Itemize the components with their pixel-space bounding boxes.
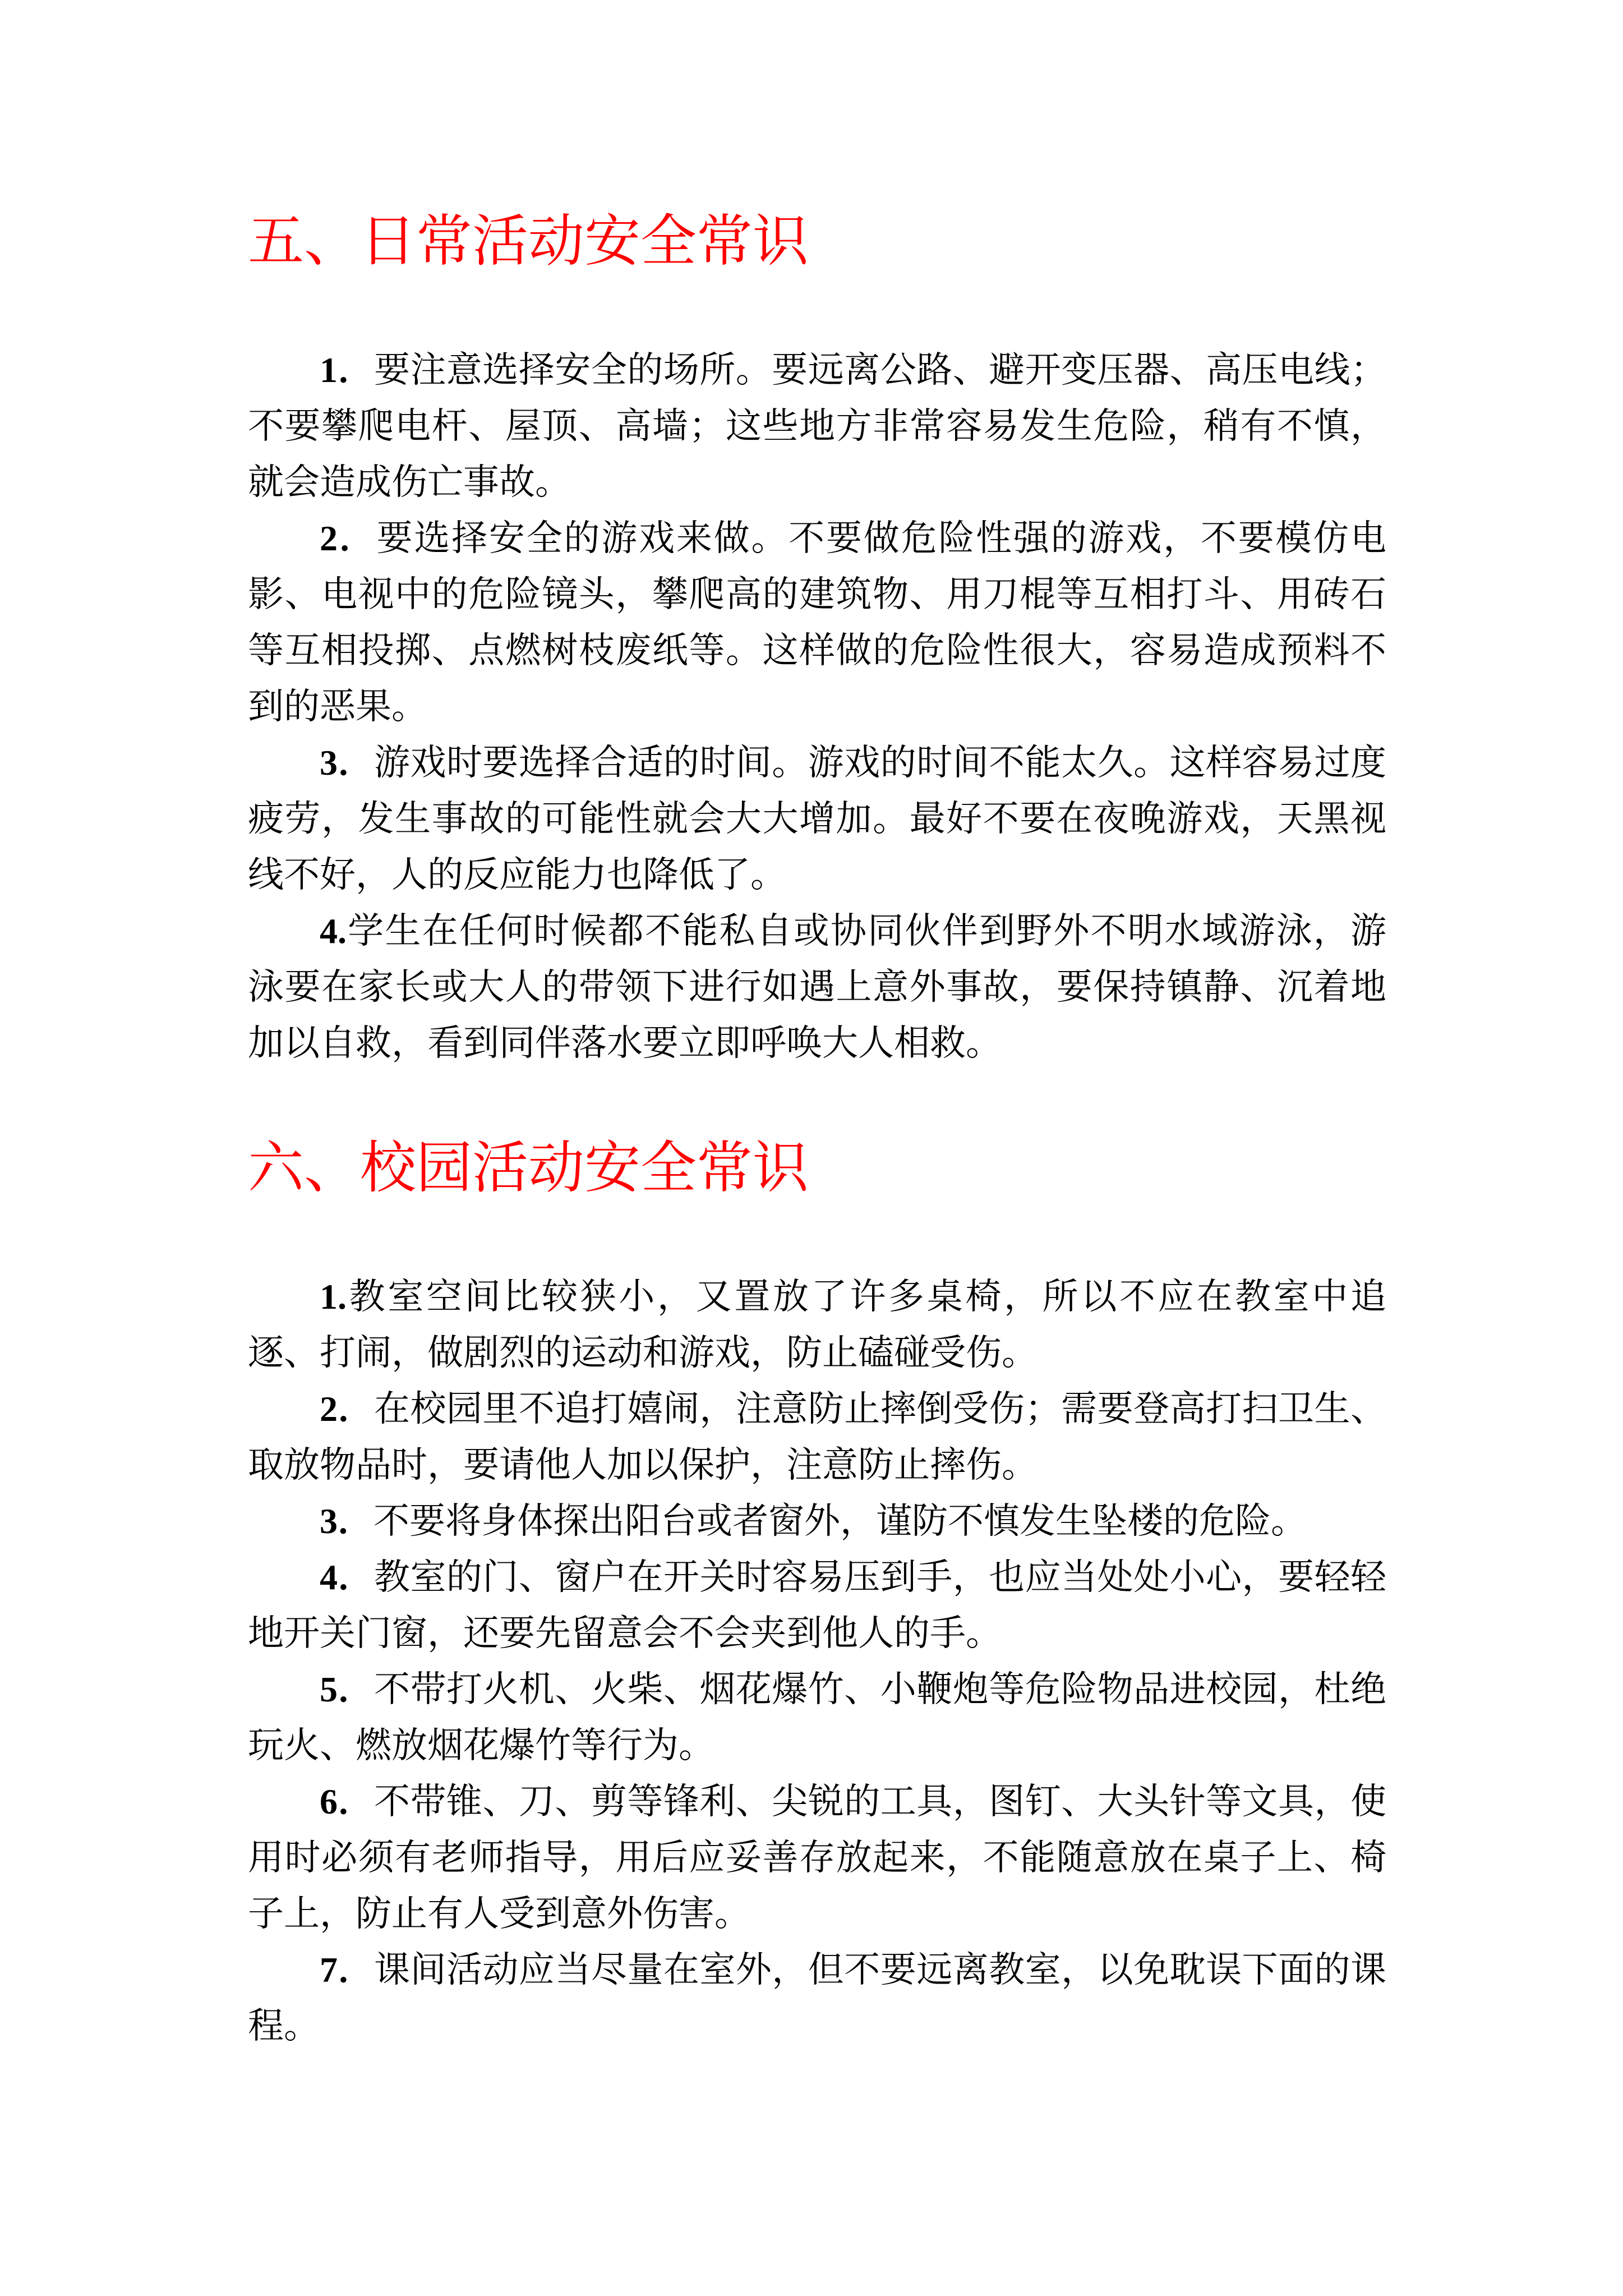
item-number: 5． <box>320 1669 374 1709</box>
item-text: 不带锥、刀、剪等锋利、尖锐的工具，图钉、大头针等文具，使用时必须有老师指导，用后应妥善存放起来，不能随意放在桌子上、椅子上，防止有人受到意外伤害。 <box>248 1781 1387 1935</box>
list-item <box>248 510 1386 735</box>
list-item <box>248 1662 1386 1774</box>
item-number: 1． <box>320 350 374 390</box>
item-text: 要选择安全的游戏来做。不要做危险性强的游戏，不要模仿电影、电视中的危险镜头，攀爬高的建筑物、用刀棍等互相打斗、用砖石等互相投掷、点燃树枝废纸等。这样做的危险性很大，容易造成预料不到的恶果。 <box>248 518 1387 728</box>
list-item <box>248 735 1386 903</box>
item-number: 2． <box>320 518 377 558</box>
item-text: 课间活动应当尽量在室外，但不要远离教室，以免耽误下面的课程。 <box>248 1949 1387 2047</box>
item-text: 游戏时要选择合适的时间。游戏的时间不能太久。这样容易过度疲劳，发生事故的可能性就会大大增加。最好不要在夜晚游戏，天黑视线不好，人的反应能力也降低了。 <box>248 742 1387 896</box>
list-item <box>248 1493 1386 1549</box>
list-item <box>248 1774 1386 1942</box>
item-number: 3． <box>320 743 374 783</box>
item-number: 3． <box>320 1501 374 1541</box>
section-title: 六、校园活动安全常识 <box>248 1135 809 1200</box>
item-text: 不要将身体探出阳台或者窗外，谨防不慎发生坠楼的危险。 <box>374 1501 1307 1542</box>
item-number: 1. <box>320 1277 347 1317</box>
list-item <box>248 903 1386 1071</box>
item-text: 不带打火机、火柴、烟花爆竹、小鞭炮等危险物品进校园，杜绝玩火、燃放烟花爆竹等行为。 <box>248 1669 1387 1766</box>
section-title: 五、日常活动安全常识 <box>248 208 809 274</box>
item-text: 要注意选择安全的场所。要远离公路、避开变压器、高压电线；不要攀爬电杆、屋顶、高墙；这些地方非常容易发生危险，稍有不慎，就会造成伤亡事故。 <box>248 349 1387 503</box>
list-item <box>248 1942 1386 2054</box>
item-text: 在校园里不追打嬉闹，注意防止摔倒受伤；需要登高打扫卫生、取放物品时，要请他人加以保护，注意防止摔伤。 <box>248 1388 1387 1486</box>
list-item <box>248 1549 1386 1662</box>
item-number: 7． <box>320 1950 374 1990</box>
item-number: 2． <box>320 1389 374 1429</box>
item-list <box>248 1269 1386 2054</box>
item-text: 教室空间比较狭小，又置放了许多桌椅，所以不应在教室中追逐、打闹，做剧烈的运动和游戏，防止磕碰受伤。 <box>248 1276 1386 1374</box>
section-daily-activity-safety <box>248 208 1386 1071</box>
item-text: 学生在任何时候都不能私自或协同伙伴到野外不明水域游泳，游泳要在家长或大人的带领下进行如遇上意外事故，要保持镇静、沉着地加以自救，看到同伴落水要立即呼唤大人相救。 <box>248 910 1386 1064</box>
list-item <box>248 1381 1386 1493</box>
list-item <box>248 342 1386 510</box>
item-text: 教室的门、窗户在开关时容易压到手，也应当处处小心，要轻轻地开关门窗，还要先留意会不会夹到他人的手。 <box>248 1557 1387 1654</box>
item-number: 4. <box>320 911 347 951</box>
list-item <box>248 1269 1386 1381</box>
item-number: 4． <box>320 1557 374 1597</box>
section-campus-activity-safety <box>248 1134 1386 2054</box>
item-list <box>248 342 1386 1071</box>
document-page <box>248 208 1386 2054</box>
item-number: 6． <box>320 1782 374 1821</box>
